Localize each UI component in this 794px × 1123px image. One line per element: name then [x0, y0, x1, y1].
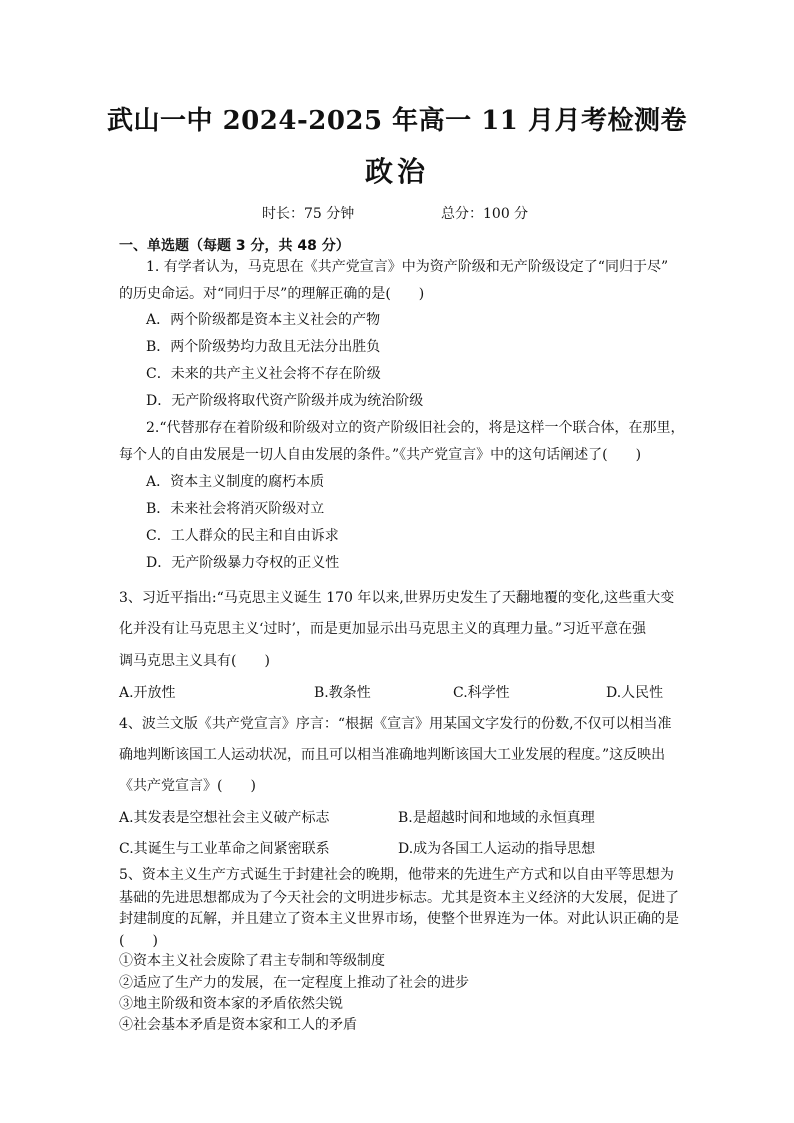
question-1-line-1: 1. 有学者认为，马克思在《共产党宣言》中为资产阶级和无产阶级设定了“同归于尽” — [146, 259, 669, 275]
question-2-line-1: 2.“代替那存在着阶级和阶级对立的资产阶级旧社会的，将是这样一个联合体，在那里， — [146, 420, 685, 436]
question-4-option-d: D.成为各国工人运动的指导思想 — [398, 841, 596, 857]
exam-total-score: 总分：100 分 — [441, 206, 529, 222]
question-2-option-c: C．工人群众的民主和自由诉求 — [146, 528, 339, 544]
question-1-option-b: B．两个阶级势均力敌且无法分出胜负 — [146, 339, 381, 355]
exam-duration: 时长：75 分钟 — [262, 206, 355, 222]
exam-title: 武山一中 2024-2025 年高一 11 月月考检测卷 — [107, 106, 687, 136]
question-2-option-a: A．资本主义制度的腐朽本质 — [146, 474, 325, 490]
question-4-option-a: A.其发表是空想社会主义破产标志 — [119, 810, 330, 826]
subject-title: 政治 — [364, 155, 429, 188]
question-4-line-2: 确地判断该国工人运动状况，而且可以相当准确地判断该国大工业发展的程度。”这反映出 — [119, 747, 666, 763]
question-5-item-2: ②适应了生产力的发展，在一定程度上推动了社会的进步 — [119, 975, 469, 991]
question-4-line-1: 4、波兰文版《共产党宣言》序言：“根据《宣言》用某国文字发行的份数,不仅可以相当准 — [119, 716, 672, 732]
question-4-option-c: C.其诞生与工业革命之间紧密联系 — [119, 841, 330, 857]
question-3-line-2: 化并没有让马克思主义‘过时’，而是更加显示出马克思主义的真理力量。”习近平意在强 — [119, 621, 647, 637]
section-heading: 一、单选题（每题 3 分，共 48 分） — [119, 238, 350, 254]
question-4-line-3: 《共产党宣言》( ) — [119, 778, 256, 794]
question-3-line-3: 调马克思主义具有( ) — [119, 653, 270, 669]
question-3-option-d: D.人民性 — [606, 685, 664, 701]
question-5-item-4: ④社会基本矛盾是资本家和工人的矛盾 — [119, 1017, 357, 1033]
question-2-option-d: D．无产阶级暴力夺权的正义性 — [146, 555, 340, 571]
question-1-option-d: D．无产阶级将取代资产阶级并成为统治阶级 — [146, 393, 424, 409]
question-1-option-c: C．未来的共产主义社会将不存在阶级 — [146, 366, 381, 382]
question-3-line-1: 3、习近平指出:“马克思主义诞生 170 年以来,世界历史发生了天翻地覆的变化,这些重大变 — [119, 590, 675, 606]
question-4-option-b: B.是超越时间和地域的永恒真理 — [398, 810, 595, 826]
question-2-option-b: B．未来社会将消灭阶级对立 — [146, 501, 325, 517]
question-3-option-a: A.开放性 — [119, 685, 176, 701]
question-5-item-1: ①资本主义社会废除了君主专制和等级制度 — [119, 953, 385, 969]
question-1-option-a: A．两个阶级都是资本主义社会的产物 — [146, 312, 381, 328]
question-5-line-3: 封建制度的瓦解，并且建立了资本主义世界市场，使整个世界连为一体。对此认识正确的是 — [119, 911, 679, 927]
question-3-option-b: B.教条性 — [314, 685, 371, 701]
question-5-line-1: 5、资本主义生产方式诞生于封建社会的晚期，他带来的先进生产方式和以自由平等思想为 — [119, 867, 674, 883]
question-5-line-2: 基础的先进思想都成为了今天社会的文明进步标志。尤其是资本主义经济的大发展，促进了 — [119, 890, 679, 906]
question-5-line-4: ( ) — [119, 933, 158, 949]
question-1-line-2: 的历史命运。对“同归于尽”的理解正确的是( ) — [119, 286, 425, 302]
question-2-line-2: 每个人的自由发展是一切人自由发展的条件。”《共产党宣言》中的这句话阐述了( ) — [119, 447, 642, 463]
question-5-item-3: ③地主阶级和资本家的矛盾依然尖锐 — [119, 996, 343, 1012]
question-3-option-c: C.科学性 — [453, 685, 510, 701]
